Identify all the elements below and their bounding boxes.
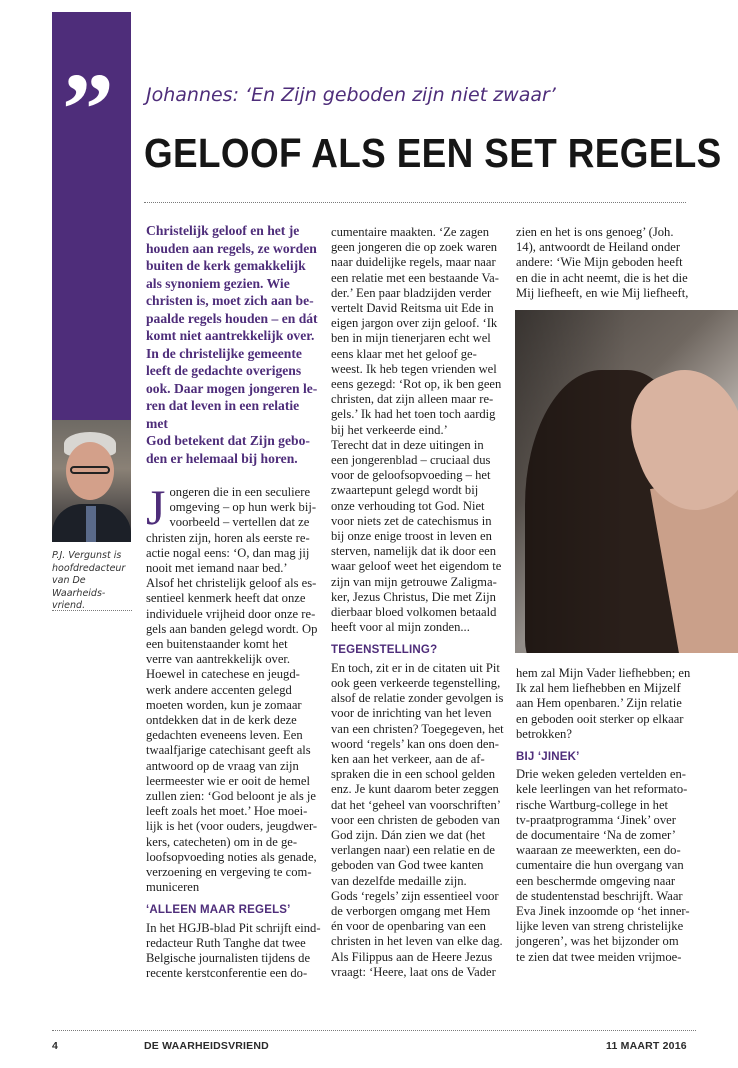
drop-cap: J [146, 479, 166, 535]
body-text: hem zal Mijn Vader liefhebben; en Ik zal hem liefhebben en Mijzelf aan Hem openbaren.’ Zijn relatie en geboden ooit sterker op elkaar betrokken? [516, 666, 691, 741]
quote-mark-icon: ” [62, 52, 108, 167]
photo-young-woman [515, 310, 738, 653]
caption-divider [52, 610, 132, 611]
page-number: 4 [52, 1040, 59, 1052]
column-2 [331, 225, 507, 980]
issue-date: 11 MAART 2016 [606, 1040, 687, 1052]
column-3-top: zien en het is ons genoeg’ (Joh. 14), antwoordt de Heiland onder andere: ‘Wie Mijn geboden heeft en die in acht neemt, die is het die Mij liefheeft, en wie Mij liefheeft, [516, 225, 689, 300]
headline-divider [144, 202, 686, 203]
headline: GELOOF ALS EEN SET REGELS [144, 130, 722, 176]
column-3-bottom [516, 666, 706, 965]
footer-divider [52, 1030, 696, 1031]
subhead-alleen-maar-regels: ‘ALLEEN MAAR REGELS’ [146, 904, 291, 917]
author-caption: P.J. Vergunst is hoofdredacteur van De Waarheids- vriend. [52, 550, 126, 611]
subhead-tegenstelling: TEGENSTELLING? [331, 644, 438, 657]
body-text: J ongeren die in een seculiere omgeving – op hun werk bij- voorbeeld – vertellen dat ze christen zijn, horen als eerste re- actie nogal eens: ‘O, dan mag jij nooit met iemand naar bed.’ Alsof het christelijk geloof als es- sentieel kenmerk heeft dat onze individuele vrijheid door onze re- gels aan banden gelegd wordt. Op een buitenstaander komt het verre van aantrekkelijk over. Hoewel in catechese en jeugd- werk andere accenten gelegd moeten worden, kun je zomaar ontdekken dat in de kerk deze gedachten eveneens leven. Een twaalfjarige catechisant geeft als antwoord op de vraag van zijn leermeester wie er ooit de hemel zullen zien: ‘God beloont je als je leeft zoals het moet.’ Hoe moei- lijk is het (voor ouders, jeugdwer- kers, catecheten) om in de ge- loofsopvoeding noties als genade, verzoening en vergeving te com- municeren [146, 479, 318, 895]
kicker: Johannes: ‘En Zijn geboden zijn niet zwaar’ [146, 84, 556, 106]
body-text: cumentaire maakten. ‘Ze zagen geen jongeren die op zoek waren naar duidelijke regels, maar naar een relatie met een bestaande Va- der.’ Een paar bladzijden verder vertelt David Reitsma uit Ede in eigen jargon over zijn geloof. ‘Ik ben in mijn tienerjaren echt wel eens klaar met het geloof ge- weest. Ik heb tegen vrienden wel eens gezegd: ‘Rot op, ik ben geen christen, dat zijn alleen maar re- gels.’ Ik had het toen toch aardig bij het verkeerde eind.’ Terecht dat in deze uitingen in een jongerenblad – cruciaal dus voor de geloofsopvoeding – het zwaartepunt gelegd wordt bij onze verhouding tot God. Niet voor niets zet de catechismus in bij onze enige troost in leven en sterven, namelijk dat ik door een waar geloof weet het eigendom te zijn van mijn getrouwe Zaligma- ker, Jezus Christus, Die met Zijn dierbaar bloed volkomen betaald heeft voor al mijn zonden... [331, 225, 502, 635]
publication-name: DE WAARHEIDSVRIEND [144, 1040, 269, 1052]
subhead-bij-jinek: BIJ ‘JINEK’ [516, 751, 580, 764]
body-text-2: In het HGJB-blad Pit schrijft eind- redacteur Ruth Tanghe dat twee Belgische journalisten tijdens de recente kerstconferentie een do- [146, 920, 321, 981]
intro-text: Christelijk geloof en het je houden aan regels, ze worden buiten de kerk gemakkelijk als synoniem gezien. Wie christen is, moet zich aan be- paalde regels houden – en dát komt niet aantrekkelijk over. In de christelijke gemeente leeft de gedachte overigens ook. Daar mogen jongeren le- ren dat leven in een relatie met God betekent dat Zijn gebo- den er helemaal bij horen. [146, 223, 318, 466]
author-portrait [52, 420, 131, 542]
column-1 [146, 222, 322, 982]
body-text-2: Drie weken geleden vertelden en- kele leerlingen van het reformato- rische Wartburg-college in het tv-praatprogramma ‘Jinek’ over de documentaire ‘Na de zomer’ waaraan ze meewerkten, een do- cumentaire die hun overgang van een beschermde omgeving naar de studentenstad beschrijft. Waar Eva Jinek inzoomde op ‘het inner- lijke leven van streng christelijke jongeren’, was het bijzonder om te zien dat twee meiden vrijmoe- [516, 767, 690, 964]
body-text-2: En toch, zit er in de citaten uit Pit ook geen verkeerde tegenstelling, alsof de relatie zonder gevolgen is voor de inrichting van het leven van een christen? Toegegeven, het woord ‘regels’ kan ons doen den- ken aan het verkeer, aan de af- spraken die in een school gelden enz. Je kunt daarom beter zeggen dat het ‘geheel van voorschriften’ voor een christen de geboden van God zijn. Dán zien we dat (het verlangen naar) een relatie en de geboden van God twee kanten van dezelfde medaille zijn. Gods ‘regels’ zijn essentieel voor de verborgen omgang met Hem én voor de openbaring van een christen in het leven van elke dag. Als Filippus aan de Heere Jezus vraagt: ‘Heere, laat ons de Vader [331, 660, 504, 979]
